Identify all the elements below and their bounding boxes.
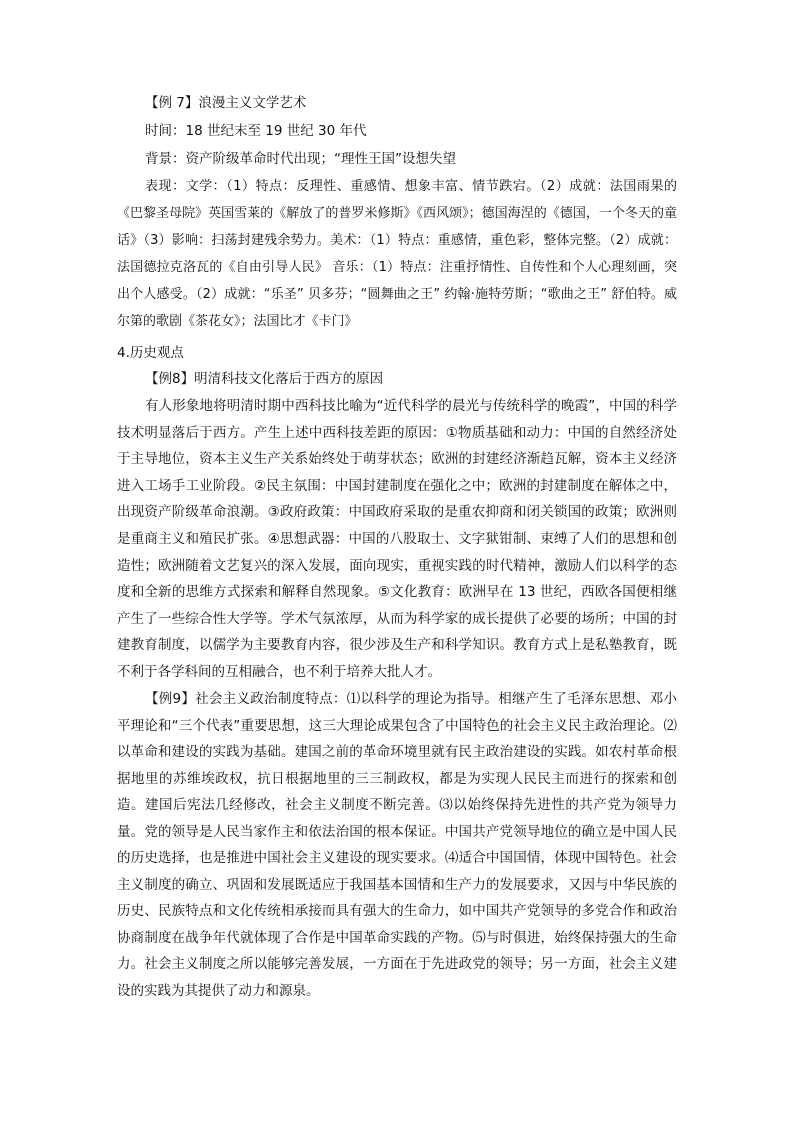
example7-background: 背景：资产阶级革命时代出现；“理性王国”设想失望 [145, 151, 456, 167]
section4-title: 4.历史观点 [117, 345, 184, 361]
example7-time: 时间：18 世纪末至 19 世纪 30 年代 [145, 123, 367, 139]
example9-body: 【例9】社会主义政治制度特点：⑴以科学的理论为指导。相继产生了毛泽东思想、邓小平理论和“三个代表”重要思想，这三大理论成果包含了中国特色的社会主义民主政治理论。⑵以革命和建设的实践为基础。建国之前的革命环境里就有民主政治建设的实践。如农村革命根据地里的苏维埃政权，抗日根据地里的三三制政权，都是为实现人民民主而进行的探索和创造。建国后宪法几经修改，社会主义制度不断完善。⑶以始终保持先进性的共产党为领导力量。党的领导是人民当家作主和依法治国的根本保证。中国共产党领导地位的确立是中国人民的历史选择，也是推进中国社会主义建设的现实要求。⑷适合中国国情，体现中国特色。社会主义制度的确立、巩固和发展既适应于我国基本国情和生产力的发展要求，又因与中华民族的历史、民族特点和文化传统相承接而具有强大的生命力，如中国共产党领导的多党合作和政治协商制度在战争年代就体现了合作是中国革命实践的产物。⑸与时俱进，始终保持强大的生命力。社会主义制度之所以能够完善发展，一方面在于先进政党的领导；另一方面，社会主义建设的实践为其提供了动力和源泉。 [117, 691, 677, 999]
example7-performance: 表现：文学：（1）特点：反理性、重感情、想象丰富、情节跌宕。（2）成就：法国雨果的《巴黎圣母院》英国雪莱的《解放了的普罗米修斯》《西风颂》；德国海涅的《德国，一个冬天的童话》（3）影响：扫荡封建残余势力。美术：（1）特点：重感情，重色彩，整体完整。（2）成就：法国德拉克洛瓦的《自由引导人民》 音乐：（1）特点：注重抒情性、自传性和个人心理刻画，突出个人感受。（2）成就：“乐圣” 贝多芬；“圆舞曲之王” 约翰·施特劳斯；“歌曲之王” 舒伯特。威尔第的歌剧《茶花女》；法国比才《卡门》 [117, 179, 677, 329]
example8-body: 有人形象地将明清时期中西科技比喻为“近代科学的晨光与传统科学的晚霞”，中国的科学技术明显落后于西方。产生上述中西科技差距的原因：①物质基础和动力：中国的自然经济处于主导地位，资本主义生产关系始终处于萌芽状态；欧洲的封建经济渐趋瓦解，资本主义经济进入工场手工业阶段。②民主氛围：中国封建制度在强化之中；欧洲的封建制度在解体之中，出现资产阶级革命浪潮。③政府政策：中国政府采取的是重农抑商和闭关锁国的政策；欧洲则是重商主义和殖民扩张。④思想武器：中国的八股取士、文字狱钳制、束缚了人们的思想和创造性；欧洲随着文艺复兴的深入发展，面向现实，重视实践的时代精神，激励人们以科学的态度和全新的思维方式探索和解释自然现象。⑤文化教育：欧洲早在 13 世纪，西欧各国便相继产生了一些综合性大学等。学术气氛浓厚，从而为科学家的成长提供了必要的场所；中国的封建教育制度，以儒学为主要教育内容，很少涉及生产和科学知识。教育方式上是私塾教育，既不利于各学科间的互相融合，也不利于培养大批人才。 [117, 398, 677, 680]
example8-title: 【例8】明清科技文化落后于西方的原因 [145, 371, 384, 387]
example7-title: 【例 7】浪漫主义文学艺术 [145, 95, 307, 111]
